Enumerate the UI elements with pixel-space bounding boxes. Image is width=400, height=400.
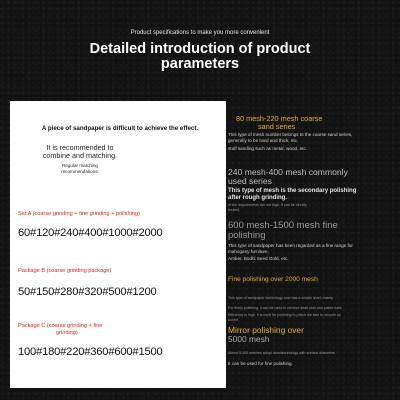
- series-80-220-desc-3: stuff sanding such as metal, wood, etc.: [228, 146, 308, 152]
- regular-line-1: Regular matching: [61, 163, 98, 168]
- series-600-1500-desc-2: mahogany furniture,: [228, 248, 269, 254]
- title-line-2: parameters: [160, 56, 240, 72]
- recommend-line-2: combine and matching.: [42, 151, 118, 160]
- set-c-label: [18, 323, 168, 337]
- series-5000-plus-heading-1: Mirror polishing over: [228, 325, 304, 335]
- set-a-label: Set A (coarse grinding + fine grinding + polishing): [18, 211, 140, 217]
- series-5000-plus-desc-1: Above 5,000 meshes adopt nanotechnology with surface diameters: [228, 351, 336, 355]
- header-caption: Product specifications to make you more convenient: [130, 30, 270, 36]
- matching-recommendation-panel: [10, 101, 226, 388]
- series-240-400: [228, 168, 356, 212]
- series-600-1500-heading-1: 600 mesh-1500 mesh fine: [228, 220, 338, 231]
- page-title: [0, 42, 400, 72]
- set-c-sequence: 100#180#220#360#600#1500: [18, 346, 163, 358]
- set-b-sequence: 50#150#280#320#500#1200: [18, 286, 157, 298]
- series-2000-plus-desc-3: Efficiency is high. It is used for polishing to polish the skin to smooth by: [228, 313, 341, 318]
- series-80-220-desc-2: generally to be hard and thick, etc.: [228, 137, 299, 143]
- series-80-220: [228, 115, 352, 152]
- set-c-label-line-1: Package C (coarse grinding + fine: [18, 323, 103, 329]
- regular-line-2: recommendations:: [61, 169, 99, 174]
- recommendation-text: [20, 144, 140, 160]
- recommend-line-1: It is recommended to: [46, 143, 114, 152]
- series-80-220-heading-2: sand series: [258, 122, 296, 131]
- series-240-400-desc-2: after rough grinding.: [228, 195, 287, 201]
- series-80-220-heading-1: 80 mesh-220 mesh coarse: [236, 114, 323, 123]
- series-240-400-heading-2: used series: [228, 176, 272, 186]
- series-2000-plus-desc-1: This type of sandpaper technology now has a certain level, mainly: [228, 296, 333, 300]
- series-80-220-desc-1: This type of mesh number belongs to the coarse sand series,: [228, 132, 353, 137]
- series-600-1500-desc-1: This type of sandpaper has been regarded as a fine range for: [228, 243, 353, 248]
- series-5000-plus: [228, 326, 335, 366]
- series-600-1500-heading-2: polishing: [228, 230, 266, 241]
- series-240-400-desc-1: This type of mesh is the secondary polishing: [228, 188, 357, 194]
- regular-matching-heading: [20, 163, 140, 175]
- series-5000-plus-desc-2: It can be used for fine polishing.: [228, 360, 293, 366]
- series-240-400-note-1: of the requirements are not high. It can be directly: [228, 203, 308, 207]
- series-2000-plus: [228, 276, 342, 322]
- set-c-label-line-2: grinding): [56, 330, 78, 336]
- series-2000-plus-heading: Fine polishing over 2000 mesh: [228, 276, 318, 283]
- series-2000-plus-desc-2: For finely polishing, it can be used to remove dead skin and polish nails.: [228, 305, 343, 310]
- set-a-sequence: 60#120#240#400#1000#2000: [18, 227, 163, 239]
- series-240-400-heading-1: 240 mesh-400 mesh commonly: [228, 167, 348, 177]
- series-600-1500: [228, 221, 353, 262]
- series-240-400-note-2: treated.: [228, 207, 241, 212]
- title-line-1: Detailed introduction of product: [89, 41, 311, 57]
- set-b-label: Package B (coarse grinding package): [18, 268, 112, 274]
- series-5000-plus-heading-2: 5000 mesh: [228, 334, 270, 344]
- series-600-1500-desc-3: Amber, Bodhi Seed Gold, etc.: [228, 256, 289, 262]
- lead-text: A piece of sandpaper is difficult to achieve the effect.: [41, 125, 199, 132]
- series-2000-plus-desc-4: sound.: [228, 317, 239, 322]
